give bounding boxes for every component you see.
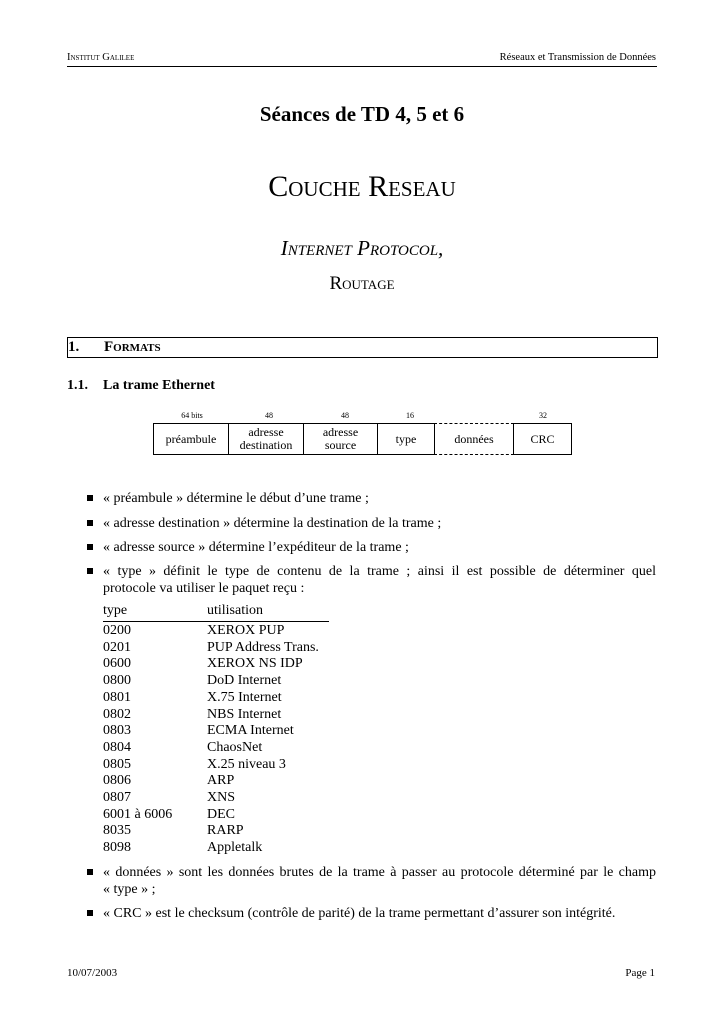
section-title: Formats	[104, 339, 161, 355]
table-cell-type: 0801	[103, 689, 131, 705]
table-cell-utilisation: XEROX NS IDP	[207, 656, 303, 672]
table-cell-utilisation: XEROX PUP	[207, 623, 285, 638]
table-cell-type: 6001 à 6006	[103, 806, 173, 822]
bits-preambule: 64 bits	[181, 411, 203, 420]
section-number: 1.	[68, 339, 80, 355]
frame-cell-source	[303, 423, 378, 455]
bullet-marker	[87, 520, 93, 526]
session-title: Séances de TD 4, 5 et 6	[259, 102, 465, 126]
table-header-utilisation: utilisation	[207, 603, 263, 618]
bullet-preambule: « préambule » détermine le début d’une trame ;	[103, 491, 369, 506]
bullet-marker	[87, 544, 93, 550]
dest-line1: adresse	[248, 425, 284, 439]
subsection-title: La trame Ethernet	[103, 378, 215, 393]
frame-cell-destination	[228, 423, 304, 455]
bits-crc: 32	[539, 411, 547, 420]
bullet-marker	[87, 568, 93, 574]
frame-cell-preambule: préambule	[153, 423, 229, 455]
bullet-donnees-line1: « données » sont les données brutes de la trame à passer au protocole déterminé par le champ	[103, 865, 656, 880]
bullet-destination: « adresse destination » détermine la destination de la trame ;	[103, 516, 442, 531]
table-cell-utilisation: ECMA Internet	[207, 723, 294, 739]
footer-date: 10/07/2003	[67, 967, 118, 979]
table-cell-utilisation: PUP Address Trans.	[207, 639, 319, 655]
table-cell-utilisation: Appletalk	[207, 840, 263, 856]
table-cell-type: 0805	[103, 756, 131, 772]
bullet-type-line1: « type » définit le type de contenu de la trame ; ainsi il est possible de déterminer quel	[103, 564, 656, 579]
source-line1: adresse	[322, 425, 359, 439]
bullet-donnees-line2: « type » ;	[103, 882, 156, 897]
table-cell-type: 0802	[103, 706, 131, 722]
table-cell-type: 0600	[103, 656, 131, 672]
dest-line2: destination	[239, 438, 293, 452]
table-cell-utilisation: DoD Internet	[207, 673, 282, 689]
subtitle-ip: Internet Protocol,	[280, 236, 444, 260]
frame-cell-donnees: données	[434, 423, 514, 455]
bits-dest: 48	[265, 411, 273, 420]
frame-cell-type: type	[377, 423, 435, 455]
table-cell-utilisation: X.75 Internet	[207, 689, 282, 705]
header-rule	[67, 66, 657, 67]
table-cell-type: 0803	[103, 723, 131, 739]
table-cell-type: 0200	[103, 623, 131, 638]
bullet-marker	[87, 869, 93, 875]
table-cell-type: 0201	[103, 639, 131, 655]
table-cell-type: 0800	[103, 673, 131, 689]
table-cell-type: 8035	[103, 823, 131, 839]
bullet-marker	[87, 495, 93, 501]
table-cell-utilisation: X.25 niveau 3	[207, 756, 286, 772]
source-line2: source	[324, 438, 357, 452]
table-header-type: type	[103, 603, 128, 618]
table-cell-type: 0804	[103, 739, 131, 755]
table-header-rule	[103, 621, 329, 622]
table-cell-type: 8098	[103, 840, 131, 856]
table-cell-utilisation: RARP	[207, 823, 244, 839]
bullet-type-line2: protocole va utiliser le paquet reçu :	[103, 581, 305, 596]
header-left: Institut Galilee	[67, 52, 135, 63]
table-cell-utilisation: DEC	[207, 806, 235, 822]
subtitle-routage: Routage	[329, 273, 395, 294]
frame-cell-crc: CRC	[513, 423, 572, 455]
bullet-marker	[87, 910, 93, 916]
bits-source: 48	[341, 411, 349, 420]
bullet-source: « adresse source » détermine l’expéditeur de la trame ;	[103, 540, 409, 555]
subsection-number: 1.1.	[67, 378, 88, 393]
section-heading	[67, 337, 658, 358]
table-cell-type: 0807	[103, 790, 131, 805]
table-cell-utilisation: XNS	[207, 790, 236, 805]
header-right: Réseaux et Transmission de Données	[499, 52, 656, 63]
bits-type: 16	[406, 411, 414, 420]
bullet-crc: « CRC » est le checksum (contrôle de parité) de la trame permettant d’assurer son intégrité.	[103, 906, 616, 921]
table-cell-utilisation: NBS Internet	[207, 706, 282, 722]
footer-page: Page 1	[625, 967, 655, 979]
table-cell-utilisation: ARP	[207, 773, 235, 789]
table-cell-type: 0806	[103, 773, 131, 789]
main-title: Couche Reseau	[268, 170, 456, 203]
table-cell-utilisation: ChaosNet	[207, 739, 263, 755]
